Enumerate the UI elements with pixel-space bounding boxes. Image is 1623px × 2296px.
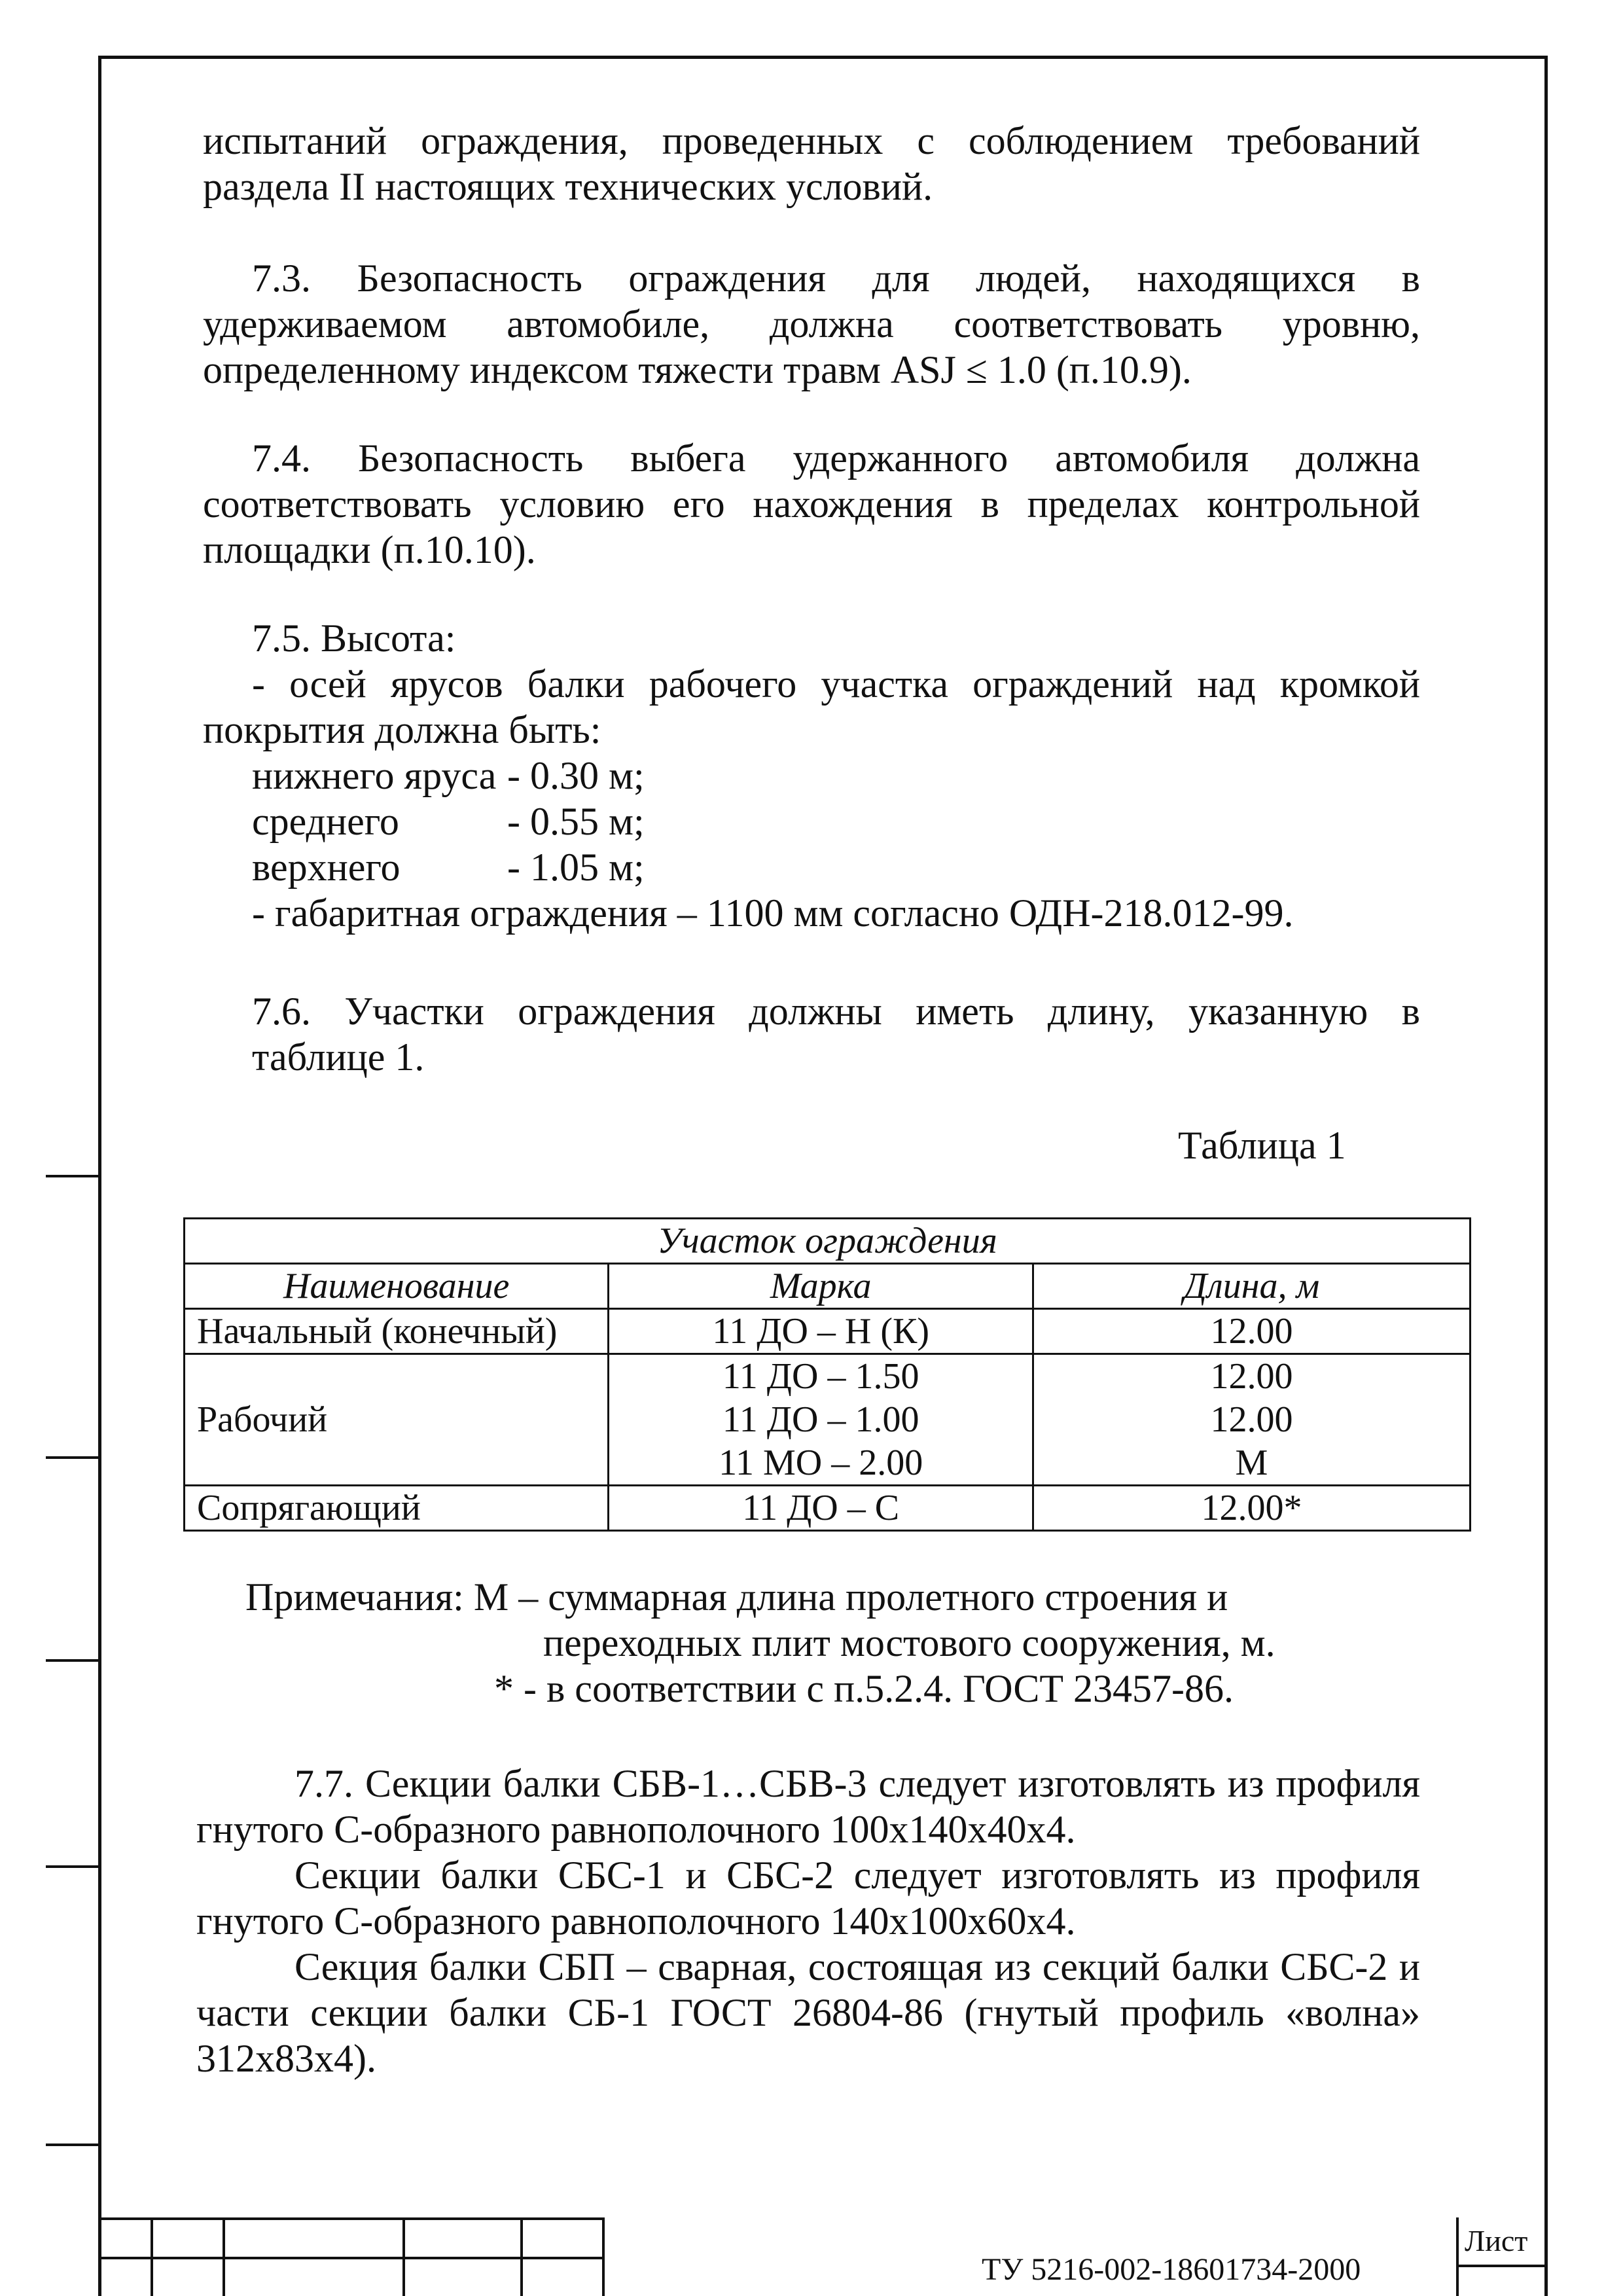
text-line: - осей ярусов балки рабочего участка ограждений над кромкой [252, 662, 1420, 706]
table-header-row [185, 1264, 1471, 1309]
intro-paragraph [203, 118, 1420, 209]
table-row [185, 1486, 1471, 1531]
stamp-rule [223, 2217, 225, 2296]
section-title: 7.5. Высота: [252, 617, 456, 660]
table-group-header: Участок ограждения [185, 1219, 1471, 1264]
stamp-rule [602, 2217, 605, 2296]
text-line: гнутого С-образного равнополочного 100х140х40х4. [196, 1808, 1076, 1851]
sheet-label: Лист [1465, 2224, 1528, 2257]
text-line: - габаритная ограждения – 1100 мм согласно ОДН-218.012-99. [252, 891, 1294, 935]
tier-value: - 1.05 м; [507, 846, 645, 889]
tier-name: среднего [252, 800, 399, 843]
tier-name: нижнего яруса [252, 754, 497, 797]
cell-mark: 11 МО – 2.00 [719, 1443, 923, 1483]
margin-tick [46, 1175, 101, 1177]
stamp-rule [402, 2217, 405, 2296]
table-group-header-row [185, 1219, 1471, 1264]
text-line: 312х83х4). [196, 2037, 376, 2080]
cell-name: Рабочий [185, 1354, 609, 1486]
text-line: Секции балки СБС-1 и СБС-2 следует изготовлять из профиля [294, 1854, 1420, 1897]
text-line: удерживаемом автомобиле, должна соответствовать уровню, [203, 302, 1420, 346]
column-header-name: Наименование [185, 1264, 609, 1309]
tier-row [203, 798, 1420, 844]
text-line: Секция балки СБП – сварная, состоящая из секций балки СБС-2 и [294, 1945, 1420, 1988]
paragraph-7-3 [203, 255, 1420, 393]
frame-right-border [1544, 56, 1548, 2296]
text-line: покрытия должна быть: [203, 708, 601, 751]
document-code: ТУ 5216-002-18601734-2000 [982, 2252, 1361, 2287]
cell-length: М [1235, 1443, 1268, 1483]
cell-length: 12.00 [1210, 1356, 1293, 1397]
text-line: 7.7. Секции балки СБВ-1…СБВ-3 следует изготовлять из профиля [294, 1762, 1420, 1805]
column-header-length: Длина, м [1033, 1264, 1470, 1309]
tier-value: - 0.55 м; [507, 800, 645, 843]
text-line: испытаний ограждения, проведенных с соблюдением требований [203, 119, 1420, 162]
margin-tick [46, 2144, 101, 2146]
table-caption: Таблица 1 [1178, 1124, 1346, 1167]
text-line: 7.3. Безопасность ограждения для людей, находящихся в [252, 257, 1420, 300]
frame-top-border [98, 56, 1548, 59]
notes-line: Примечания: М – суммарная длина пролетного строения и [245, 1575, 1228, 1619]
text-line: таблице 1. [252, 1035, 425, 1079]
paragraph-7-6 [252, 988, 1420, 1080]
tier-row [203, 844, 1420, 890]
cell-length: 12.00* [1033, 1486, 1470, 1531]
segments-table [183, 1217, 1471, 1532]
text-line: раздела II настоящих технических условий. [203, 165, 933, 208]
paragraph-7-5 [203, 615, 1420, 936]
cell-lengths [1033, 1354, 1470, 1486]
stamp-rule [151, 2217, 153, 2296]
text-line: 7.6. Участки ограждения должны иметь длину, указанную в [252, 990, 1420, 1033]
table-row [185, 1309, 1471, 1354]
text-line: 7.4. Безопасность выбега удержанного автомобиля должна [252, 437, 1420, 480]
margin-tick [46, 1865, 101, 1868]
text-line: определенному индексом тяжести травм ASJ ≤ 1.0 (п.10.9). [203, 348, 1192, 391]
text-line: соответствовать условию его нахождения в пределах контрольной [203, 482, 1420, 526]
stamp-rule [98, 2217, 602, 2220]
text-line: гнутого С-образного равнополочного 140х100х60х4. [196, 1899, 1076, 1943]
margin-tick [46, 1456, 101, 1459]
notes-line: переходных плит мостового сооружения, м. [543, 1621, 1275, 1664]
tier-row [203, 753, 1420, 798]
column-header-mark: Марка [609, 1264, 1033, 1309]
cell-length: 12.00 [1210, 1399, 1293, 1440]
cell-marks [609, 1354, 1033, 1486]
cell-length: 12.00 [1033, 1309, 1470, 1354]
cell-mark: 11 ДО – 1.50 [722, 1356, 919, 1397]
tier-name: верхнего [252, 846, 401, 889]
cell-name: Начальный (конечный) [185, 1309, 609, 1354]
notes-line: * - в соответствии с п.5.2.4. ГОСТ 23457-86. [494, 1667, 1234, 1710]
sheet-separator [1456, 2265, 1548, 2267]
tier-value: - 0.30 м; [507, 754, 645, 797]
cell-name: Сопрягающий [185, 1486, 609, 1531]
paragraph-7-4 [203, 435, 1420, 573]
cell-mark: 11 ДО – С [609, 1486, 1033, 1531]
table-row [185, 1354, 1471, 1486]
paragraph-7-7 [196, 1761, 1420, 2081]
text-line: площадки (п.10.10). [203, 528, 536, 571]
stamp-rule [98, 2257, 602, 2259]
stamp-rule [520, 2217, 523, 2296]
margin-tick [46, 1659, 101, 1662]
cell-mark: 11 ДО – Н (К) [609, 1309, 1033, 1354]
cell-mark: 11 ДО – 1.00 [722, 1399, 919, 1440]
text-line: части секции балки СБ-1 ГОСТ 26804-86 (гнутый профиль «волна» [196, 1991, 1420, 2034]
